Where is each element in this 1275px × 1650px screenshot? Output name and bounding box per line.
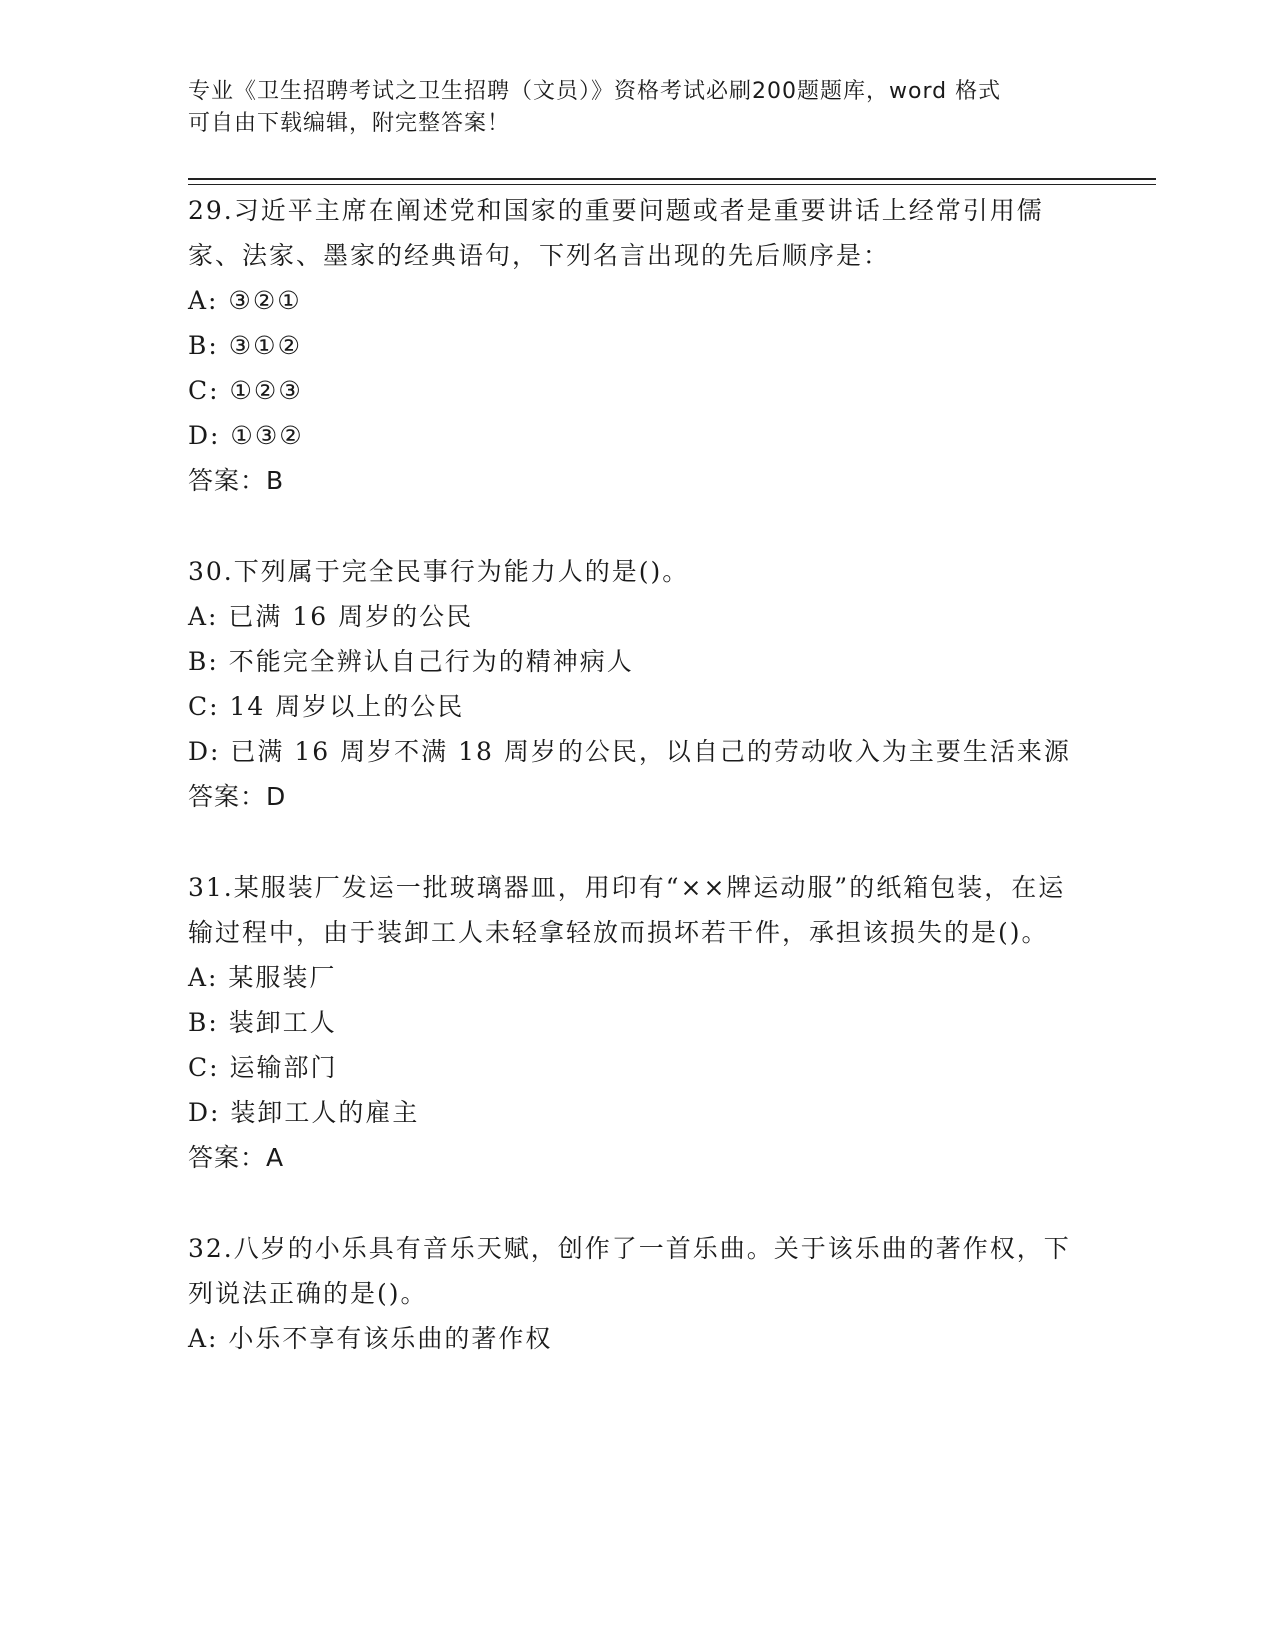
option-a: A: 某服装厂 xyxy=(188,963,337,992)
option-a: A: ③②① xyxy=(188,286,302,315)
question-31 xyxy=(188,865,1088,1180)
header-line-1: 专业《卫生招聘考试之卫生招聘（文员）》资格考试必刷200题题库，word 格式 xyxy=(188,79,1002,104)
question-29 xyxy=(188,188,1088,503)
option-d: D: 已满 16 周岁不满 18 周岁的公民，以自己的劳动收入为主要生活来源 xyxy=(188,737,1071,766)
question-stem: 30.下列属于完全民事行为能力人的是()。 xyxy=(188,557,690,586)
option-b: B: 不能完全辨认自己行为的精神病人 xyxy=(188,647,634,676)
document-header xyxy=(188,76,1088,140)
option-c: C: 14 周岁以上的公民 xyxy=(188,692,465,721)
option-c: C: ①②③ xyxy=(188,376,303,405)
question-list xyxy=(188,188,1088,1407)
question-30 xyxy=(188,549,1088,819)
option-b: B: 装卸工人 xyxy=(188,1008,337,1037)
header-line-2: 可自由下载编辑，附完整答案！ xyxy=(188,111,511,136)
option-a: A: 已满 16 周岁的公民 xyxy=(188,602,474,631)
option-a: A: 小乐不享有该乐曲的著作权 xyxy=(188,1324,553,1353)
question-stem: 31.某服装厂发运一批玻璃器皿，用印有“××牌运动服”的纸箱包装，在运输过程中，由于装卸工人未轻拿轻放而损坏若干件，承担该损失的是()。 xyxy=(188,873,1066,947)
option-c: C: 运输部门 xyxy=(188,1053,338,1082)
option-d: D: 装卸工人的雇主 xyxy=(188,1098,420,1127)
header-divider-thick xyxy=(188,178,1156,180)
answer: 答案：A xyxy=(188,1143,285,1172)
question-stem: 32.八岁的小乐具有音乐天赋，创作了一首乐曲。关于该乐曲的著作权，下列说法正确的是()。 xyxy=(188,1234,1071,1308)
option-d: D: ①③② xyxy=(188,421,304,450)
question-stem: 29.习近平主席在阐述党和国家的重要问题或者是重要讲话上经常引用儒家、法家、墨家的经典语句，下列名言出现的先后顺序是： xyxy=(188,196,1044,270)
question-32 xyxy=(188,1226,1088,1361)
header-divider-thin xyxy=(188,184,1156,185)
answer: 答案：D xyxy=(188,782,287,811)
option-b: B: ③①② xyxy=(188,331,302,360)
answer: 答案：B xyxy=(188,466,285,495)
